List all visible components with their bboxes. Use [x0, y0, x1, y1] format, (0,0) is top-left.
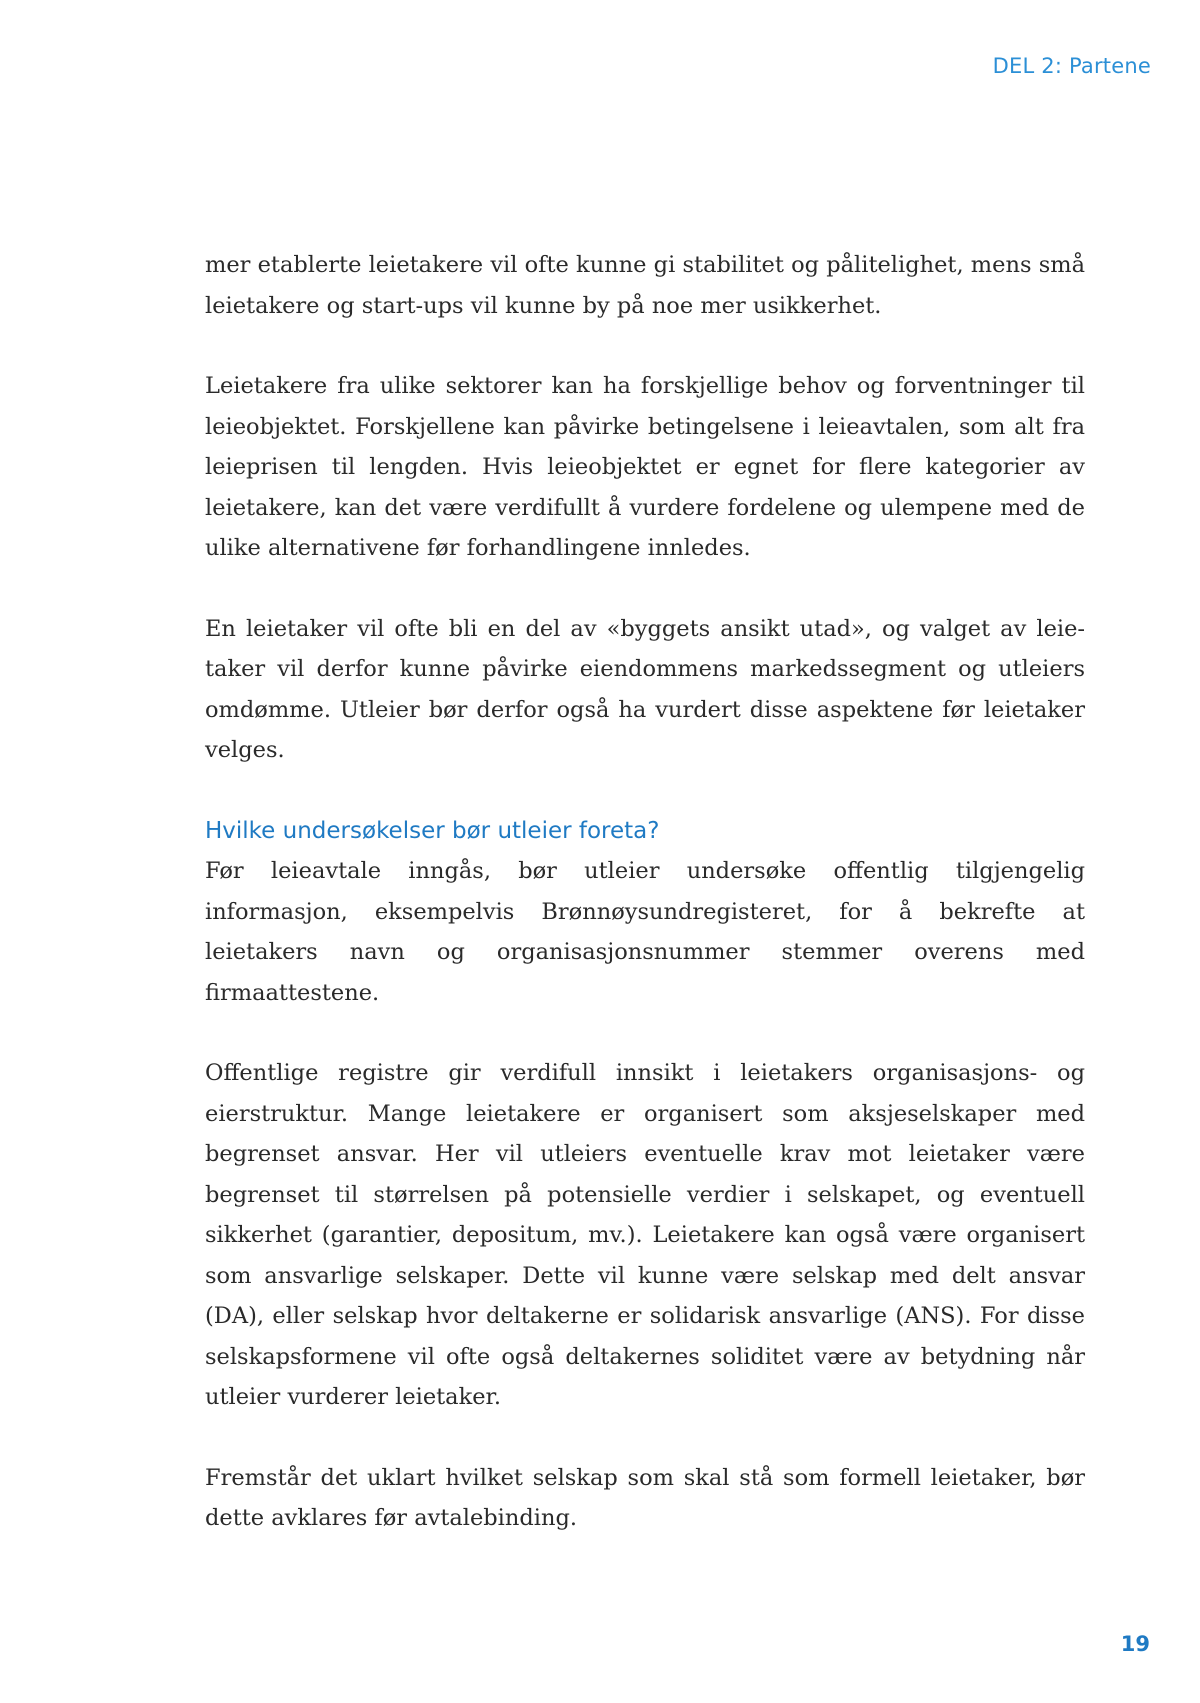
body-paragraph: En leietaker vil ofte bli en del av «byggets ansikt utad», og valget av leie-taker vil derfor kunne påvirke eiendommens markedssegment og utleiers omdømme. Utleier bør derfor også ha vurdert disse aspektene før leietaker velges. [205, 615, 1085, 763]
running-header: DEL 2: Partene [992, 54, 1151, 78]
body-paragraph: Fremstår det uklart hvilket selskap som skal stå som formell leietaker, bør dette avklares før avtalebinding. [205, 1464, 1085, 1531]
body-paragraph: Offentlige registre gir verdifull innsikt i leietakers organisasjons- og eierstruktur. Mange leietakere er organisert som aksjeselskaper med begrenset ansvar. Her vil utleiers eventuelle krav mot leietaker være begrenset til størrelsen på potensielle verdier i selskapet, og eventuell sikkerhet (garantier, depositum, mv.). Leietakere kan også være organisert som ansvarlige selskaper. Dette vil kunne være selskap med delt ansvar (DA), eller selskap hvor deltakerne er solidarisk ansvarlige (ANS). For disse selskapsformene vil ofte også deltakernes soliditet være av betydning når utleier vurderer leietaker. [205, 1060, 1085, 1410]
page-number: 19 [1120, 1632, 1150, 1656]
body-paragraph: mer etablerte leietakere vil ofte kunne gi stabilitet og pålitelighet, mens små leietakere og start-ups vil kunne by på noe mer usikkerhet. [205, 252, 1085, 319]
page-body [205, 245, 1085, 1579]
section-heading: Hvilke undersøkelser bør utleier foreta? [205, 817, 660, 844]
body-paragraph: Leietakere fra ulike sektorer kan ha forskjellige behov og forventninger til leieobjektet. Forskjellene kan påvirke betingelsene i leieavtalen, som alt fra leieprisen til lengden. Hvis leieobjektet er egnet for flere kategorier av leietakere, kan det være verdifullt å vurdere fordelene og ulempene med de ulike alternativene før forhandlingene innledes. [205, 373, 1085, 561]
body-paragraph: Før leieavtale inngås, bør utleier undersøke offentlig tilgjengelig informasjon, eksempelvis Brønnøysundregisteret, for å bekrefte at leietakers navn og organisasjonsnummer stemmer overens med firmaattestene. [205, 858, 1085, 1006]
